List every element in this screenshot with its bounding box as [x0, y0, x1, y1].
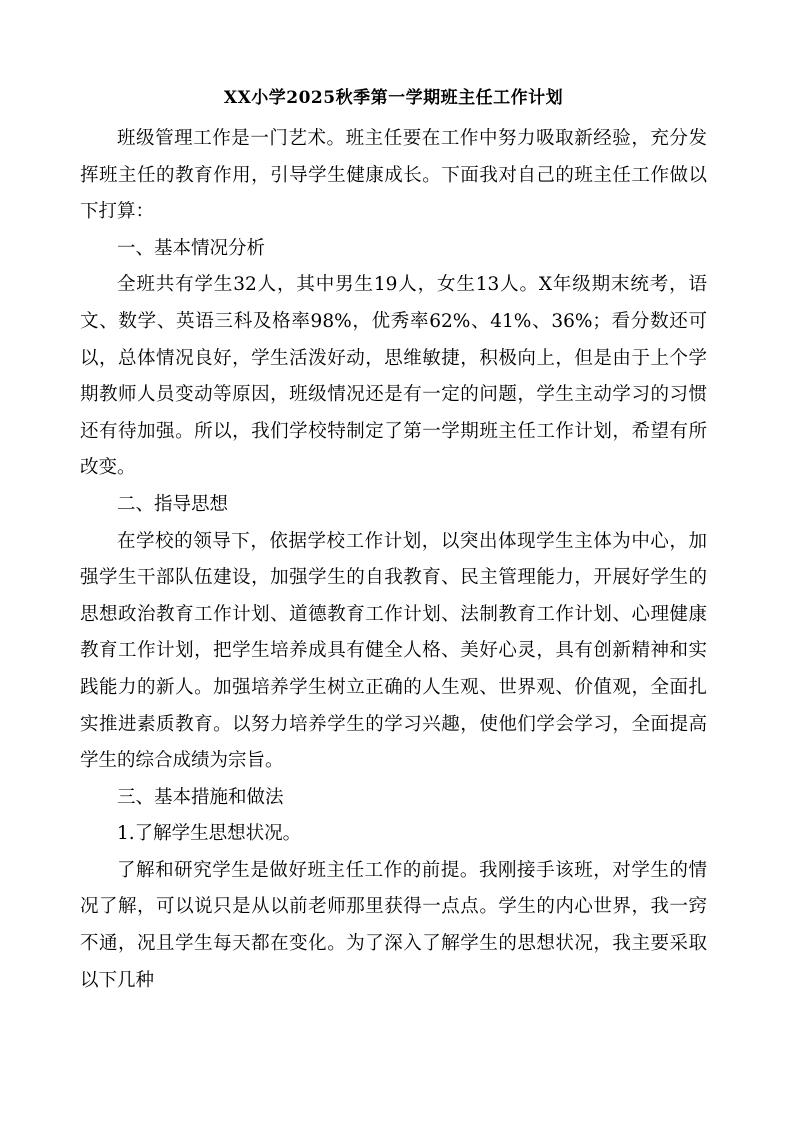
section-heading-measures: 三、基本措施和做法: [117, 786, 284, 808]
section-heading-basic-analysis: 一、基本情况分析: [117, 237, 266, 259]
subsection-body-understand-students: 了解和研究学生是做好班主任工作的前提。我刚接手该班，对学生的情况了解，可以说只是从以前老师那里获得一点点。学生的内心世界，我一窍不通，况且学生每天都在变化。为了深入了解学生的思想状况，我主要采取以下几种: [80, 859, 707, 991]
document-title: XX小学2025秋季第一学期班主任工作计划: [223, 88, 564, 108]
intro-paragraph: 班级管理工作是一门艺术。班主任要在工作中努力吸取新经验，充分发挥班主任的教育作用，引导学生健康成长。下面我对自己的班主任工作做以下打算：: [80, 128, 707, 223]
section-body-guiding-thought: 在学校的领导下，依据学校工作计划，以突出体现学生主体为中心，加强学生干部队伍建设，加强学生的自我教育、民主管理能力，开展好学生的思想政治教育工作计划、道德教育工作计划、法制教育工作计划、心理健康教育工作计划，把学生培养成具有健全人格、美好心灵，具有创新精神和实践能力的新人。加强培养学生树立正确的人生观、世界观、价值观，全面扎实推进素质教育。以努力培养学生的学习兴趣，使他们学会学习，全面提高学生的综合成绩为宗旨。: [80, 530, 707, 772]
section-body-basic-analysis: 全班共有学生32人，其中男生19人，女生13人。X年级期末统考，语文、数学、英语三科及格率98%，优秀率62%、41%、36%；看分数还可以，总体情况良好，学生活泼好动，思维敏捷，积极向上，但是由于上个学期教师人员变动等原因，班级情况还是有一定的问题，学生主动学习的习惯还有待加强。所以，我们学校特制定了第一学期班主任工作计划，希望有所改变。: [80, 274, 707, 479]
subsection-heading-understand-students: 1.了解学生思想状况。: [117, 823, 302, 845]
section-heading-guiding-thought: 二、指导思想: [117, 493, 229, 515]
